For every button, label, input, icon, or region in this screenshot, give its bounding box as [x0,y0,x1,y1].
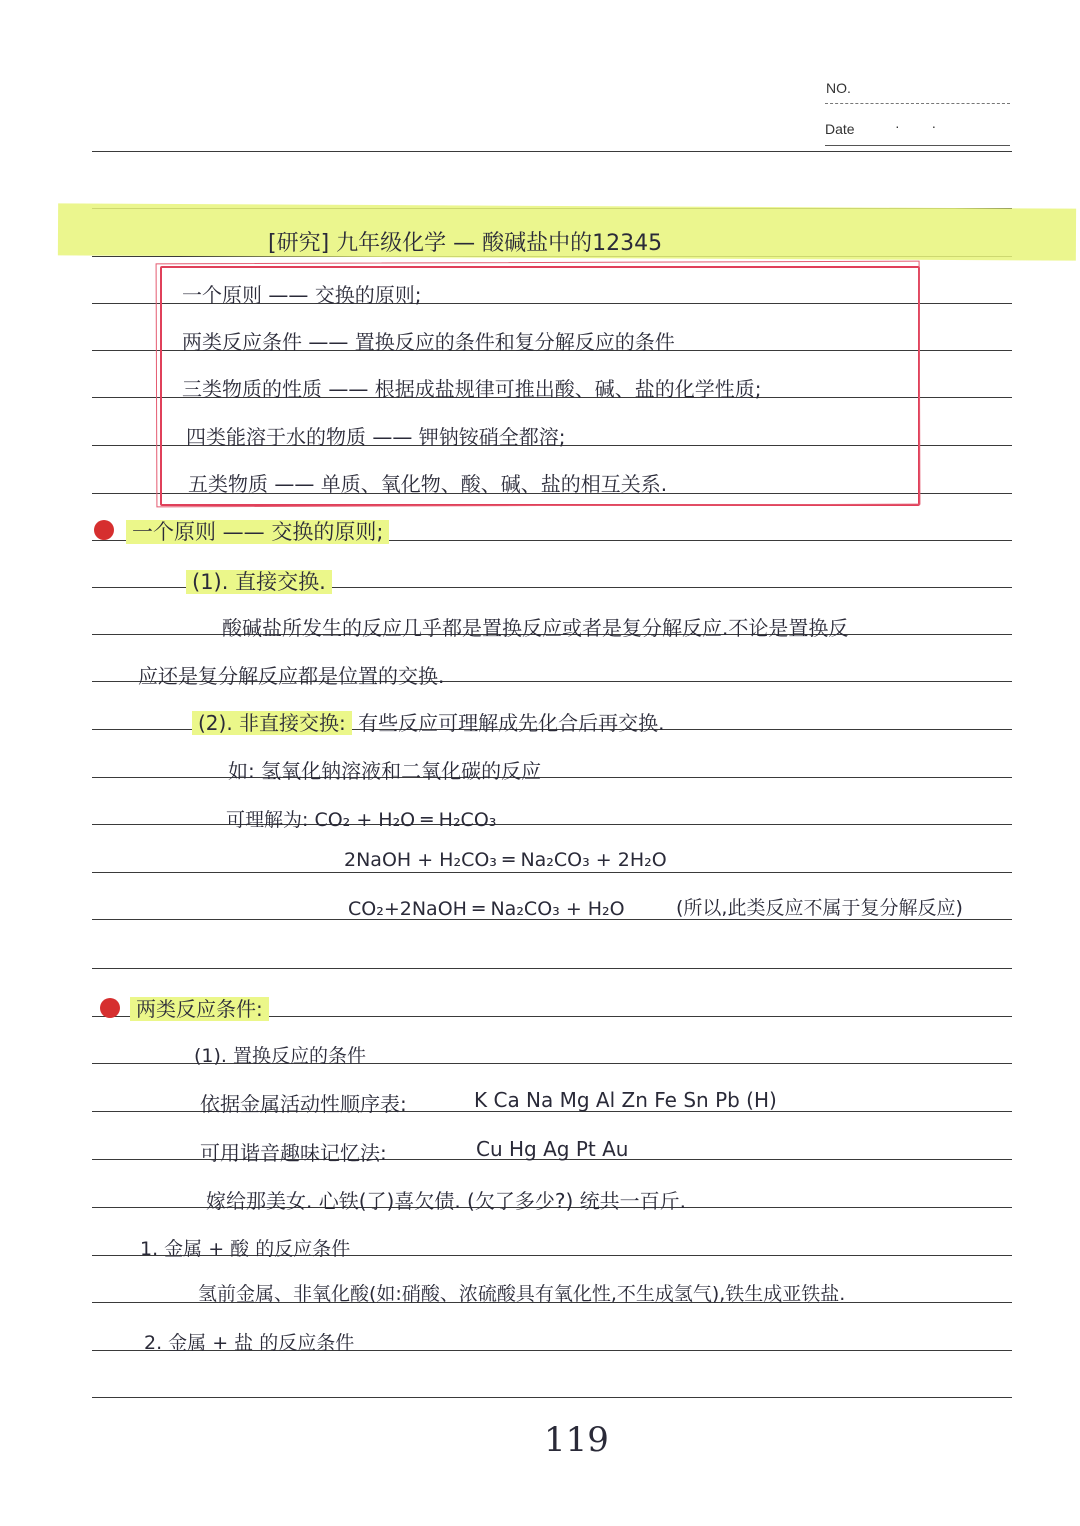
page-number: 119 [544,1420,609,1460]
equation-1: 可理解为: CO₂ + H₂O ═ H₂CO₃ [226,809,497,831]
rule-1-heading: 1. 金属 + 酸 的反应条件 [140,1238,351,1260]
page-title: [研究] 九年级化学 — 酸碱盐中的12345 [268,231,663,256]
equation-3-note: (所以,此类反应不属于复分解反应) [676,897,963,919]
summary-item: 五类物质 —— 单质、氧化物、酸、碱、盐的相互关系. [188,472,668,496]
section1-sub1: (1). 直接交换. [186,566,332,596]
summary-item: 一个原则 —— 交换的原则; [182,283,422,307]
ruled-line [92,1397,1012,1398]
ruled-line [92,968,1012,969]
equation-2: 2NaOH + H₂CO₃ ═ Na₂CO₃ + 2H₂O [344,849,667,871]
date-label: Date [825,121,855,137]
no-dashed-line [825,103,1010,104]
summary-item: 四类能溶于水的物质 —— 钾钠铵硝全都溶; [186,425,566,449]
section1-sub2: (2). 非直接交换: 有些反应可理解成先化合后再交换. [192,707,665,736]
rule-2-heading: 2. 金属 + 盐 的反应条件 [144,1332,355,1354]
mnemonic-text: 嫁给那美女. 心铁(了)喜欠债. (欠了多少?) 统共一百斤. [206,1189,686,1213]
section1-heading: 一个原则 —— 交换的原则; [126,516,389,546]
rule-1-text: 氢前金属、非氧化酸(如:硝酸、浓硫酸具有氧化性,不生成氢气),铁生成亚铁盐. [198,1283,846,1305]
activity-series-b: Cu Hg Ag Pt Au [476,1137,629,1161]
activity-series-label: 依据金属活动性顺序表: [200,1092,407,1116]
section1-para-line2: 应还是复分解反应都是位置的交换. [138,664,445,688]
equation-3: CO₂+2NaOH ═ Na₂CO₃ + H₂O [348,898,625,920]
ruled-line [92,872,1012,873]
bullet-dot [100,998,120,1018]
section2-heading: 两类反应条件: [130,993,269,1022]
section1-para-line1: 酸碱盐所发生的反应几乎都是置换反应或者是复分解反应.不论是置换反 [222,616,849,640]
no-label: NO. [826,80,851,96]
bullet-dot [94,520,114,540]
summary-item: 三类物质的性质 —— 根据成盐规律可推出酸、碱、盐的化学性质; [182,377,762,401]
section2-sub1: (1). 置换反应的条件 [194,1045,366,1067]
date-line [825,145,1010,146]
mnemonic-label: 可用谐音趣味记忆法: [200,1141,387,1165]
activity-series-a: K Ca Na Mg Al Zn Fe Sn Pb (H) [474,1088,777,1112]
summary-item: 两类反应条件 —— 置换反应的条件和复分解反应的条件 [182,330,675,354]
date-dots: · · [895,118,951,134]
example-text: 如: 氢氧化钠溶液和二氧化碳的反应 [228,759,542,783]
ruled-line [92,151,1012,152]
